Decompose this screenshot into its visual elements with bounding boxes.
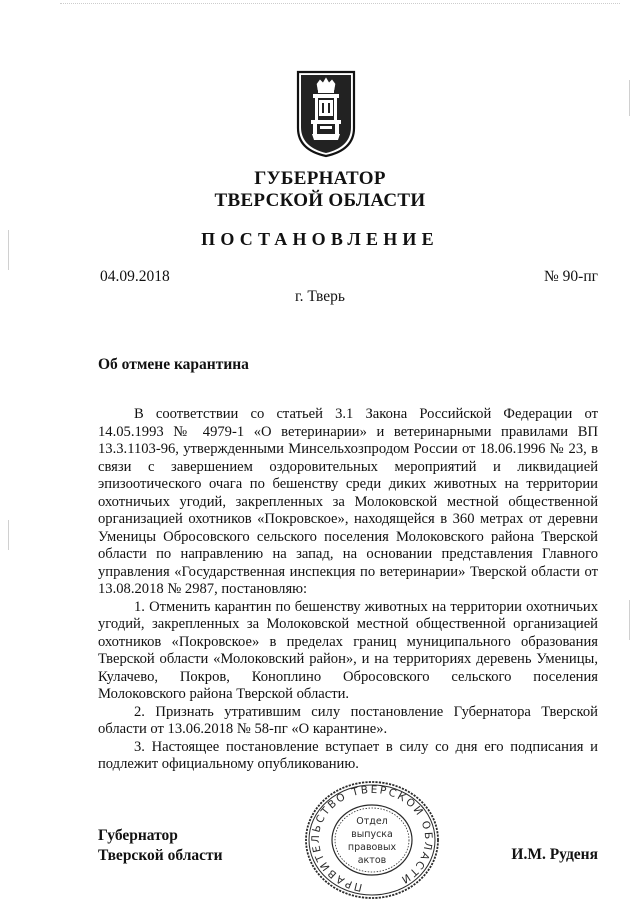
signatory-position-line1: Губернатор	[98, 827, 178, 844]
decree-number: № 90-пг	[544, 268, 598, 285]
issuer-title-line2: ТВЕРСКОЙ ОБЛАСТИ	[214, 190, 426, 211]
decree-date: 04.09.2018	[100, 268, 170, 285]
body-preamble: В соответствии со статьей 3.1 Закона Российской Федерации от 14.05.1993 № 4979-1 «О ветеринарии» и ветеринарными правилами ВП 13.3.1103-96, утвержденными Минсельхозпродом России от 18.06.1996 № 23, в связи с завершением оздоровительных мероприятий и ликвидацией эпизоотического очага по бешенству среди диких животных на территории охотничьих угодий, закрепленных за Молоковской местной общественной организацией охотников «Покровское», находящейся в 360 метрах от деревни Уменицы Обросовского сельского поселения Молоковского района Тверской области по направлению на запад, на основании представления Главного управления «Государственная инспекция по ветеринарии» Тверской области от 13.08.2018 № 2987, постановляю:	[98, 406, 598, 597]
tver-coat-of-arms-icon	[296, 70, 356, 158]
scan-edge-mark	[629, 80, 630, 116]
seal-center-line: правовых	[347, 842, 397, 853]
decree-city: г. Тверь	[295, 288, 345, 305]
body-item-2: 2. Признать утратившим силу постановление Губернатора Тверской области от 13.06.2018 № 58-пг «О карантине».	[98, 703, 598, 737]
seal-center-line: Отдел	[356, 816, 388, 827]
decree-subject: Об отмене карантина	[98, 356, 249, 373]
signatory-name: И.М. Руденя	[511, 846, 598, 863]
scan-artifact-line	[60, 3, 620, 7]
signatory-position	[98, 826, 223, 866]
document-type-title: ПОСТАНОВЛЕНИЕ	[201, 229, 439, 249]
seal-center-line: выпуска	[351, 829, 393, 840]
decree-body	[98, 406, 598, 774]
seal-ring-text: ПРАВИТЕЛЬСТВО ТВЕРСКОЙ ОБЛАСТИ	[309, 783, 435, 894]
body-item-1: 1. Отменить карантин по бешенству животных на территории охотничьих угодий, закрепленных за Молоковской местной общественной организацией охотников «Покровское» в пределах границ муниципального образования Тверской области «Молоковский район», и на территориях деревень Уменицы, Кулачево, Покров, Коноплино Обросовского сельского поселения Молоковского района Тверской области.	[98, 598, 598, 702]
official-stamp-icon	[303, 779, 441, 901]
issuer-title-line1: ГУБЕРНАТОР	[254, 168, 386, 189]
signatory-position-line2: Тверской области	[98, 847, 223, 864]
seal-center-line: актов	[357, 855, 387, 866]
body-item-3: 3. Настоящее постановление вступает в силу со дня его подписания и подлежит официальному опубликованию.	[98, 738, 598, 772]
scan-edge-mark	[629, 600, 630, 640]
scan-edge-mark	[8, 520, 9, 550]
